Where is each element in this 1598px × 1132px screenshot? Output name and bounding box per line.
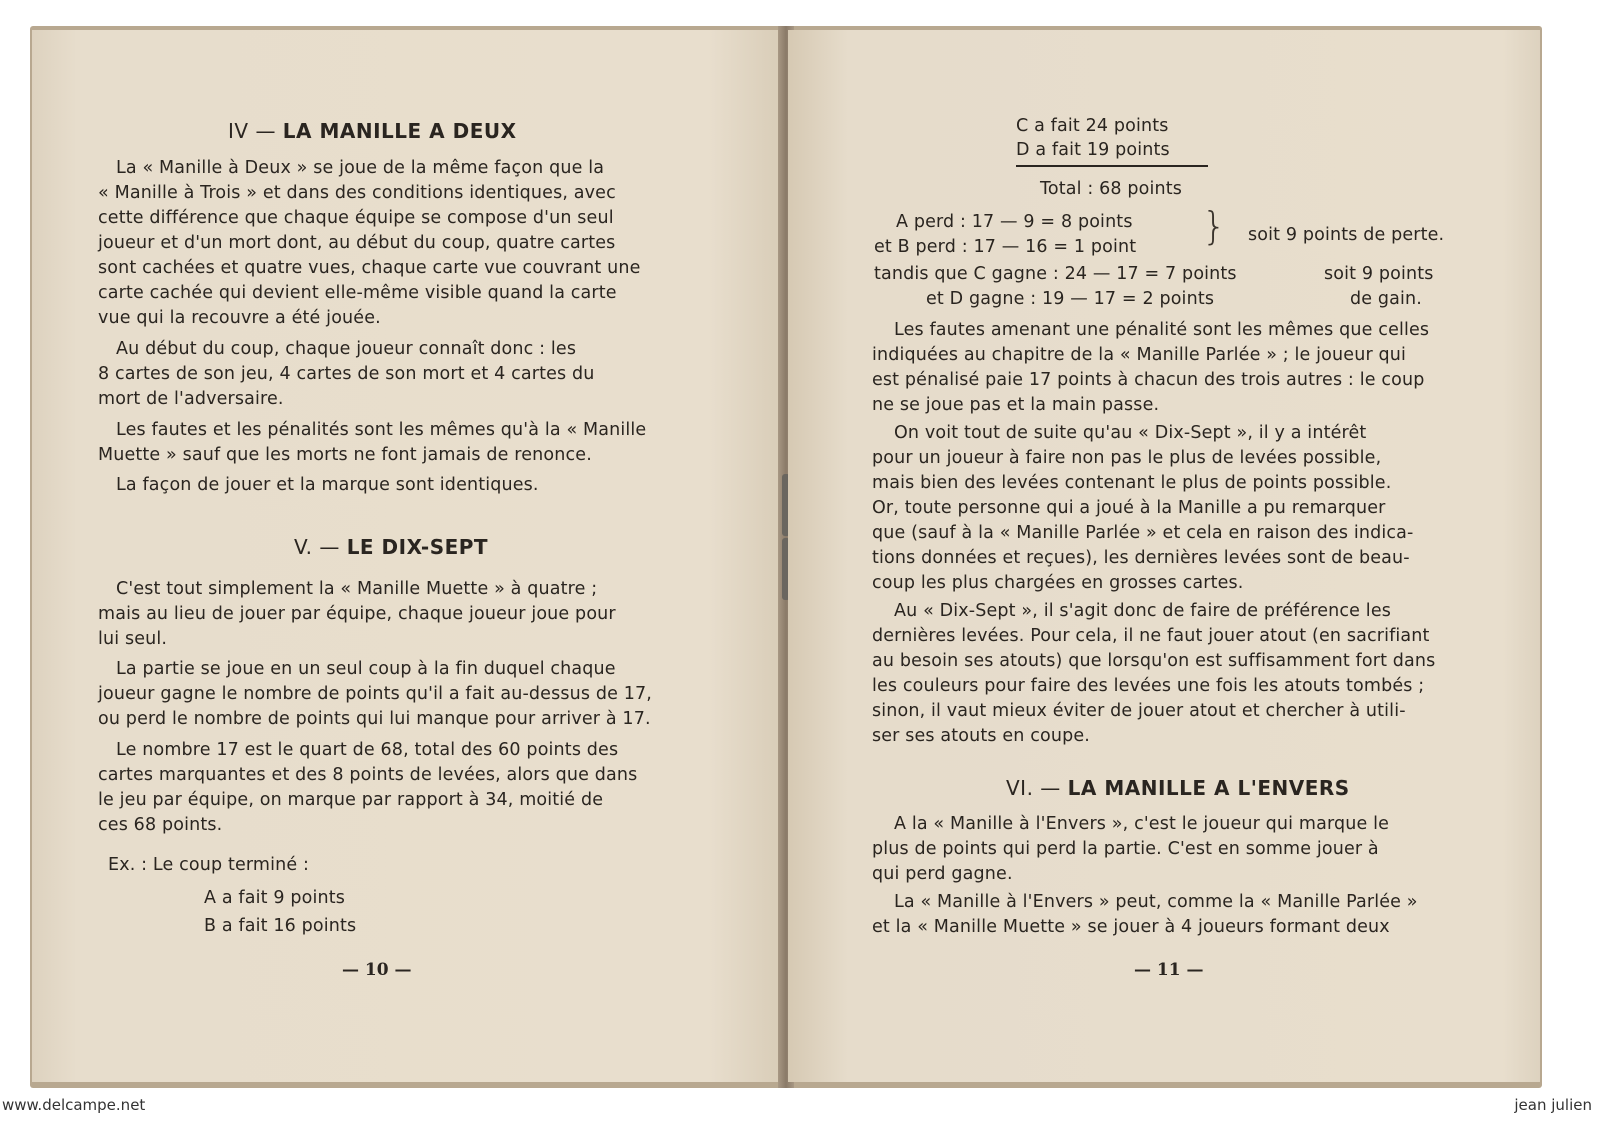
text-line: plus de points qui perd la partie. C'est en somme jouer à [872, 839, 1379, 859]
text-line: La façon de jouer et la marque sont identiques. [116, 475, 539, 495]
calc-summary: soit 9 points de perte. [1248, 225, 1445, 245]
total-line: Total : 68 points [1040, 179, 1183, 199]
text-line: La « Manille à Deux » se joue de la même façon que la [116, 158, 605, 178]
page-number: — 10 — [342, 960, 412, 980]
open-booklet [30, 26, 1542, 1088]
section-numeral: IV — [228, 119, 276, 143]
text-line: A la « Manille à l'Envers », c'est le joueur qui marque le [894, 814, 1390, 834]
section-title: LE DIX-SEPT [346, 535, 489, 559]
watermark-right: jean julien [1514, 1096, 1592, 1114]
text-line: est pénalisé paie 17 points à chacun des trois autres : le coup [872, 370, 1425, 390]
text-line: sinon, il vaut mieux éviter de jouer atout et chercher à utili- [872, 701, 1406, 721]
text-line: « Manille à Trois » et dans des conditions identiques, avec [98, 183, 616, 203]
section-heading-iv [228, 118, 517, 144]
section-numeral: V. — [294, 535, 340, 559]
calc-line: tandis que C gagne : 24 — 17 = 7 points [874, 264, 1237, 284]
result-line: D a fait 19 points [1016, 140, 1170, 160]
text-line: C'est tout simplement la « Manille Muette » à quatre ; [116, 579, 598, 599]
text-line: La partie se joue en un seul coup à la fin duquel chaque [116, 659, 616, 679]
text-line: mais bien des levées contenant le plus de points possible. [872, 473, 1392, 493]
text-line: ne se joue pas et la main passe. [872, 395, 1160, 415]
calc-summary: soit 9 points [1324, 264, 1434, 284]
calc-line: et D gagne : 19 — 17 = 2 points [926, 289, 1215, 309]
section-title: LA MANILLE A DEUX [282, 119, 517, 143]
text-line: au besoin ses atouts) que lorsqu'on est suffisamment fort dans [872, 651, 1436, 671]
text-line: On voit tout de suite qu'au « Dix-Sept », il y a intérêt [894, 423, 1367, 443]
calc-summary: de gain. [1350, 289, 1422, 309]
text-line: mais au lieu de jouer par équipe, chaque joueur joue pour [98, 604, 616, 624]
text-line: Les fautes et les pénalités sont les mêmes qu'à la « Manille [116, 420, 647, 440]
text-line: le jeu par équipe, on marque par rapport à 34, moitié de [98, 790, 604, 810]
text-line: mort de l'adversaire. [98, 389, 284, 409]
text-line: vue qui la recouvre a été jouée. [98, 308, 381, 328]
text-line: les couleurs pour faire des levées une fois les atouts tombés ; [872, 676, 1425, 696]
text-line: et la « Manille Muette » se jouer à 4 joueurs formant deux [872, 917, 1390, 937]
text-line: lui seul. [98, 629, 168, 649]
text-line: Muette » sauf que les morts ne font jamais de renonce. [98, 445, 592, 465]
text-line: qui perd gagne. [872, 864, 1013, 884]
text-line: que (sauf à la « Manille Parlée » et cela en raison des indica- [872, 523, 1414, 543]
text-line: carte cachée qui devient elle-même visible quand la carte [98, 283, 617, 303]
total-rule [1016, 165, 1208, 167]
calc-line: A perd : 17 — 9 = 8 points [896, 212, 1133, 232]
text-line: ces 68 points. [98, 815, 223, 835]
result-line: C a fait 24 points [1016, 116, 1169, 136]
text-line: Au début du coup, chaque joueur connaît donc : les [116, 339, 577, 359]
text-line: La « Manille à l'Envers » peut, comme la « Manille Parlée » [894, 892, 1418, 912]
calc-line: et B perd : 17 — 16 = 1 point [874, 237, 1137, 257]
section-heading-v [294, 534, 488, 560]
section-heading-vi [1006, 775, 1350, 801]
text-line: ou perd le nombre de points qui lui manque pour arriver à 17. [98, 709, 651, 729]
text-line: Le nombre 17 est le quart de 68, total des 60 points des [116, 740, 619, 760]
text-line: tions données et reçues), les dernières levées sont de beau- [872, 548, 1410, 568]
text-line: 8 cartes de son jeu, 4 cartes de son mort et 4 cartes du [98, 364, 595, 384]
text-line: ser ses atouts en coupe. [872, 726, 1091, 746]
section-title: LA MANILLE A L'ENVERS [1067, 776, 1350, 800]
text-line: pour un joueur à faire non pas le plus de levées possible, [872, 448, 1382, 468]
text-line: Or, toute personne qui a joué à la Manille a pu remarquer [872, 498, 1386, 518]
text-line: joueur gagne le nombre de points qu'il a fait au-dessus de 17, [98, 684, 653, 704]
text-line: dernières levées. Pour cela, il ne faut jouer atout (en sacrifiant [872, 626, 1430, 646]
text-line: Au « Dix-Sept », il s'agit donc de faire de préférence les [894, 601, 1392, 621]
right-page [788, 30, 1540, 1082]
example-intro: Ex. : Le coup terminé : [108, 855, 310, 875]
section-numeral: VI. — [1006, 776, 1061, 800]
text-line: Les fautes amenant une pénalité sont les mêmes que celles [894, 320, 1430, 340]
text-line: sont cachées et quatre vues, chaque carte vue couvrant une [98, 258, 641, 278]
text-line: indiquées au chapitre de la « Manille Parlée » ; le joueur qui [872, 345, 1407, 365]
example-line: B a fait 16 points [204, 916, 357, 936]
brace-glyph: } [1202, 204, 1227, 248]
watermark-left: www.delcampe.net [2, 1096, 146, 1114]
text-line: joueur et d'un mort dont, au début du coup, quatre cartes [98, 233, 616, 253]
text-line: cette différence que chaque équipe se compose d'un seul [98, 208, 614, 228]
page-number: — 11 — [1134, 960, 1204, 980]
text-line: coup les plus chargées en grosses cartes. [872, 573, 1244, 593]
left-page [32, 30, 784, 1082]
example-line: A a fait 9 points [204, 888, 345, 908]
text-line: cartes marquantes et des 8 points de levées, alors que dans [98, 765, 638, 785]
